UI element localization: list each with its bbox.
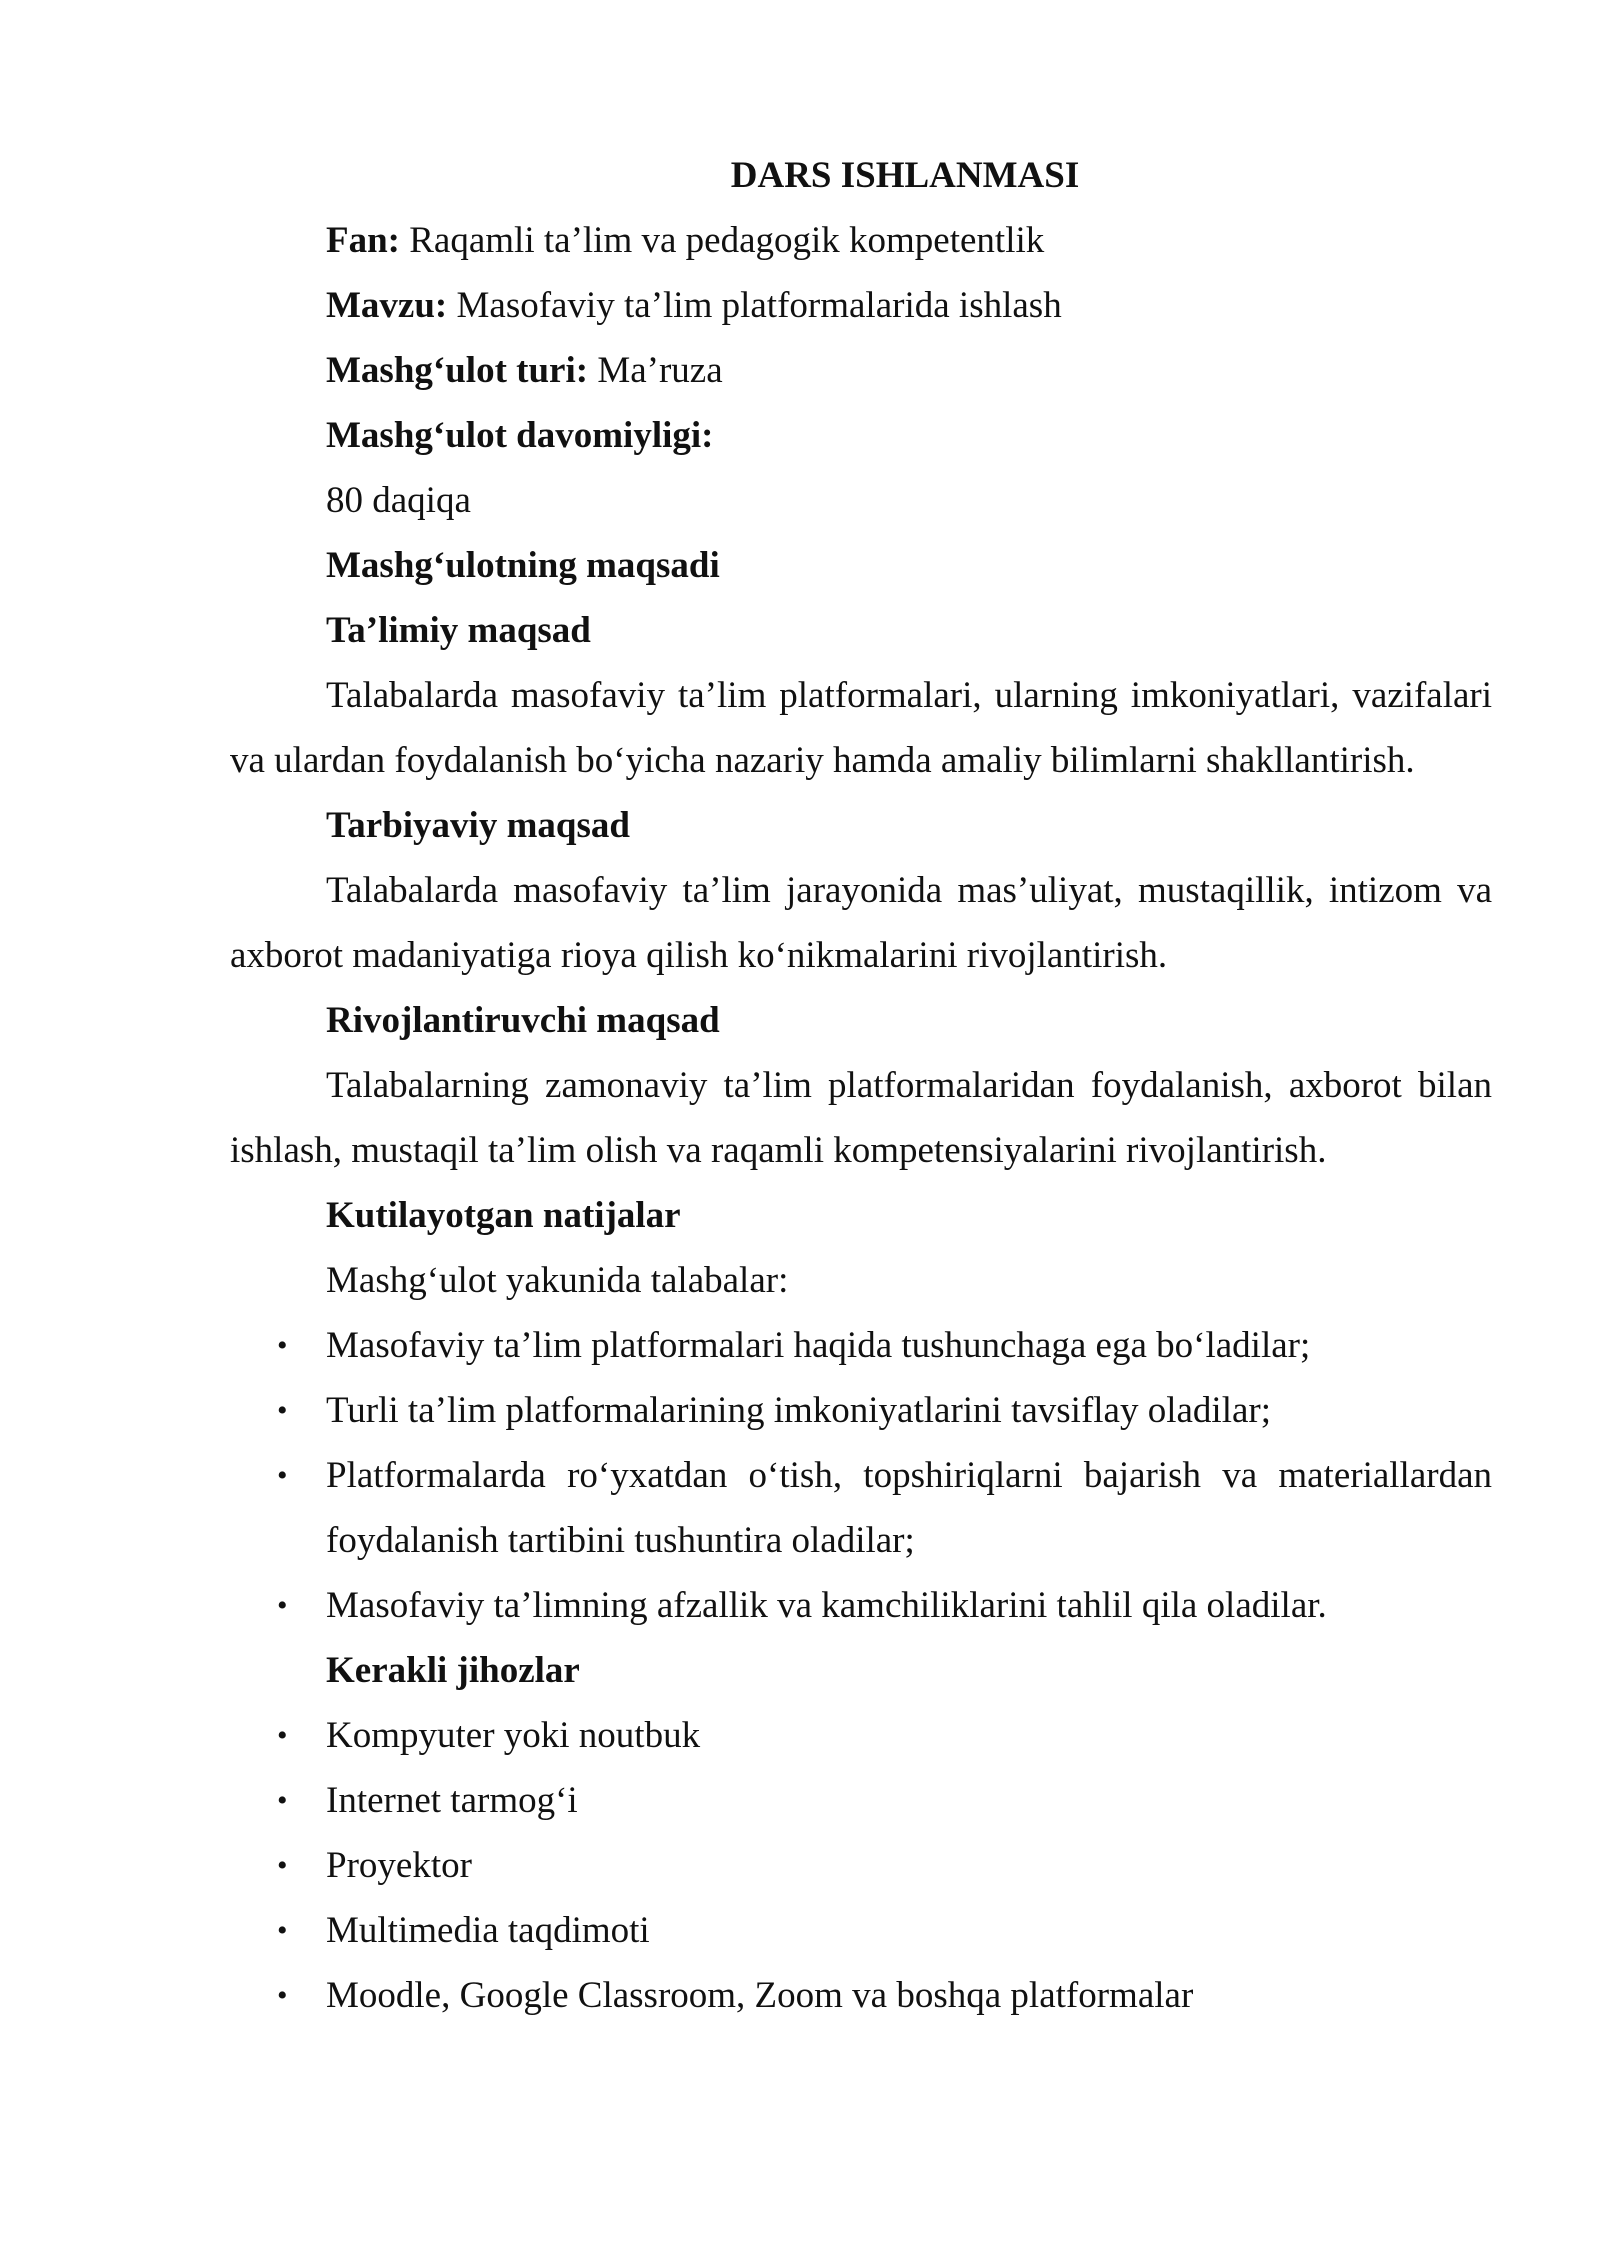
rivojlantiruvchi-text: Talabalarning zamonaviy ta’lim platformalaridan foydalanish, axborot bilan ishlash, mustaqil ta’lim olish va raqamli kompetensiyalarini rivojlantirish. bbox=[230, 1065, 1492, 1171]
list-item bbox=[230, 1313, 1492, 1378]
bullet-icon: • bbox=[277, 1394, 288, 1427]
goals-heading: Mashg‘ulotning maqsadi bbox=[326, 545, 720, 586]
list-item bbox=[230, 1898, 1492, 1963]
tarbiyaviy-text: Talabalarda masofaviy ta’lim jarayonida mas’uliyat, mustaqillik, intizom va axborot madaniyatiga rioya qilish ko‘nikmalarini rivojlantirish. bbox=[230, 870, 1492, 976]
document-title: DARS ISHLANMASI bbox=[730, 155, 1080, 196]
document-body bbox=[230, 208, 1492, 2028]
bullet-icon: • bbox=[277, 1979, 288, 2012]
bullet-icon: • bbox=[277, 1459, 288, 1492]
equipment-item-text: Proyektor bbox=[326, 1845, 472, 1886]
mavzu-value: Masofaviy ta’lim platformalarida ishlash bbox=[456, 285, 1062, 326]
rivojlantiruvchi-heading: Rivojlantiruvchi maqsad bbox=[326, 1000, 720, 1041]
equipment-item-text: Multimedia taqdimoti bbox=[326, 1910, 650, 1951]
davomiylik-value: 80 daqiqa bbox=[326, 480, 471, 521]
equipment-item-text: Moodle, Google Classroom, Zoom va boshqa platformalar bbox=[326, 1975, 1194, 2016]
fan-value: Raqamli ta’lim va pedagogik kompetentlik bbox=[409, 220, 1045, 261]
results-heading: Kutilayotgan natijalar bbox=[326, 1195, 681, 1236]
results-intro: Mashg‘ulot yakunida talabalar: bbox=[326, 1260, 789, 1301]
bullet-icon: • bbox=[277, 1849, 288, 1882]
list-item bbox=[230, 1703, 1492, 1768]
list-item bbox=[230, 1573, 1492, 1638]
talimiy-heading: Ta’limiy maqsad bbox=[326, 610, 591, 651]
list-item bbox=[230, 1443, 1492, 1573]
list-item bbox=[230, 1833, 1492, 1898]
list-item bbox=[230, 1378, 1492, 1443]
results-item-text: Masofaviy ta’lim platformalari haqida tushunchaga ega bo‘ladilar; bbox=[326, 1325, 1311, 1366]
equipment-list bbox=[230, 1703, 1492, 2028]
results-list bbox=[230, 1313, 1492, 1638]
bullet-icon: • bbox=[277, 1784, 288, 1817]
list-item bbox=[230, 1963, 1492, 2028]
fan-line bbox=[230, 208, 1492, 273]
mashgulot-turi-value: Ma’ruza bbox=[597, 350, 723, 391]
list-item bbox=[230, 1768, 1492, 1833]
bullet-icon: • bbox=[277, 1914, 288, 1947]
equipment-item-text: Internet tarmog‘i bbox=[326, 1780, 578, 1821]
davomiylik-label: Mashg‘ulot davomiyligi: bbox=[326, 415, 714, 456]
mavzu-line bbox=[230, 273, 1492, 338]
tarbiyaviy-heading: Tarbiyaviy maqsad bbox=[326, 805, 630, 846]
results-item-text: Turli ta’lim platformalarining imkoniyatlarini tavsiflay oladilar; bbox=[326, 1390, 1272, 1431]
equipment-item-text: Kompyuter yoki noutbuk bbox=[326, 1715, 701, 1756]
results-item-text: Platformalarda ro‘yxatdan o‘tish, topshiriqlarni bajarish va materiallardan foydalanish tartibini tushuntira oladilar; bbox=[326, 1455, 1492, 1561]
talimiy-text: Talabalarda masofaviy ta’lim platformalari, ularning imkoniyatlari, vazifalari va ulardan foydalanish bo‘yicha nazariy hamda amaliy bilimlarni shakllantirish. bbox=[230, 675, 1492, 781]
mavzu-label: Mavzu: bbox=[326, 285, 448, 326]
bullet-icon: • bbox=[277, 1329, 288, 1362]
mashgulot-turi-label: Mashg‘ulot turi: bbox=[326, 350, 589, 391]
bullet-icon: • bbox=[277, 1719, 288, 1752]
results-item-text: Masofaviy ta’limning afzallik va kamchiliklarini tahlil qila oladilar. bbox=[326, 1585, 1327, 1626]
fan-label: Fan: bbox=[326, 220, 400, 261]
bullet-icon: • bbox=[277, 1589, 288, 1622]
mashgulot-turi-line bbox=[230, 338, 1492, 403]
equipment-heading: Kerakli jihozlar bbox=[326, 1650, 580, 1691]
